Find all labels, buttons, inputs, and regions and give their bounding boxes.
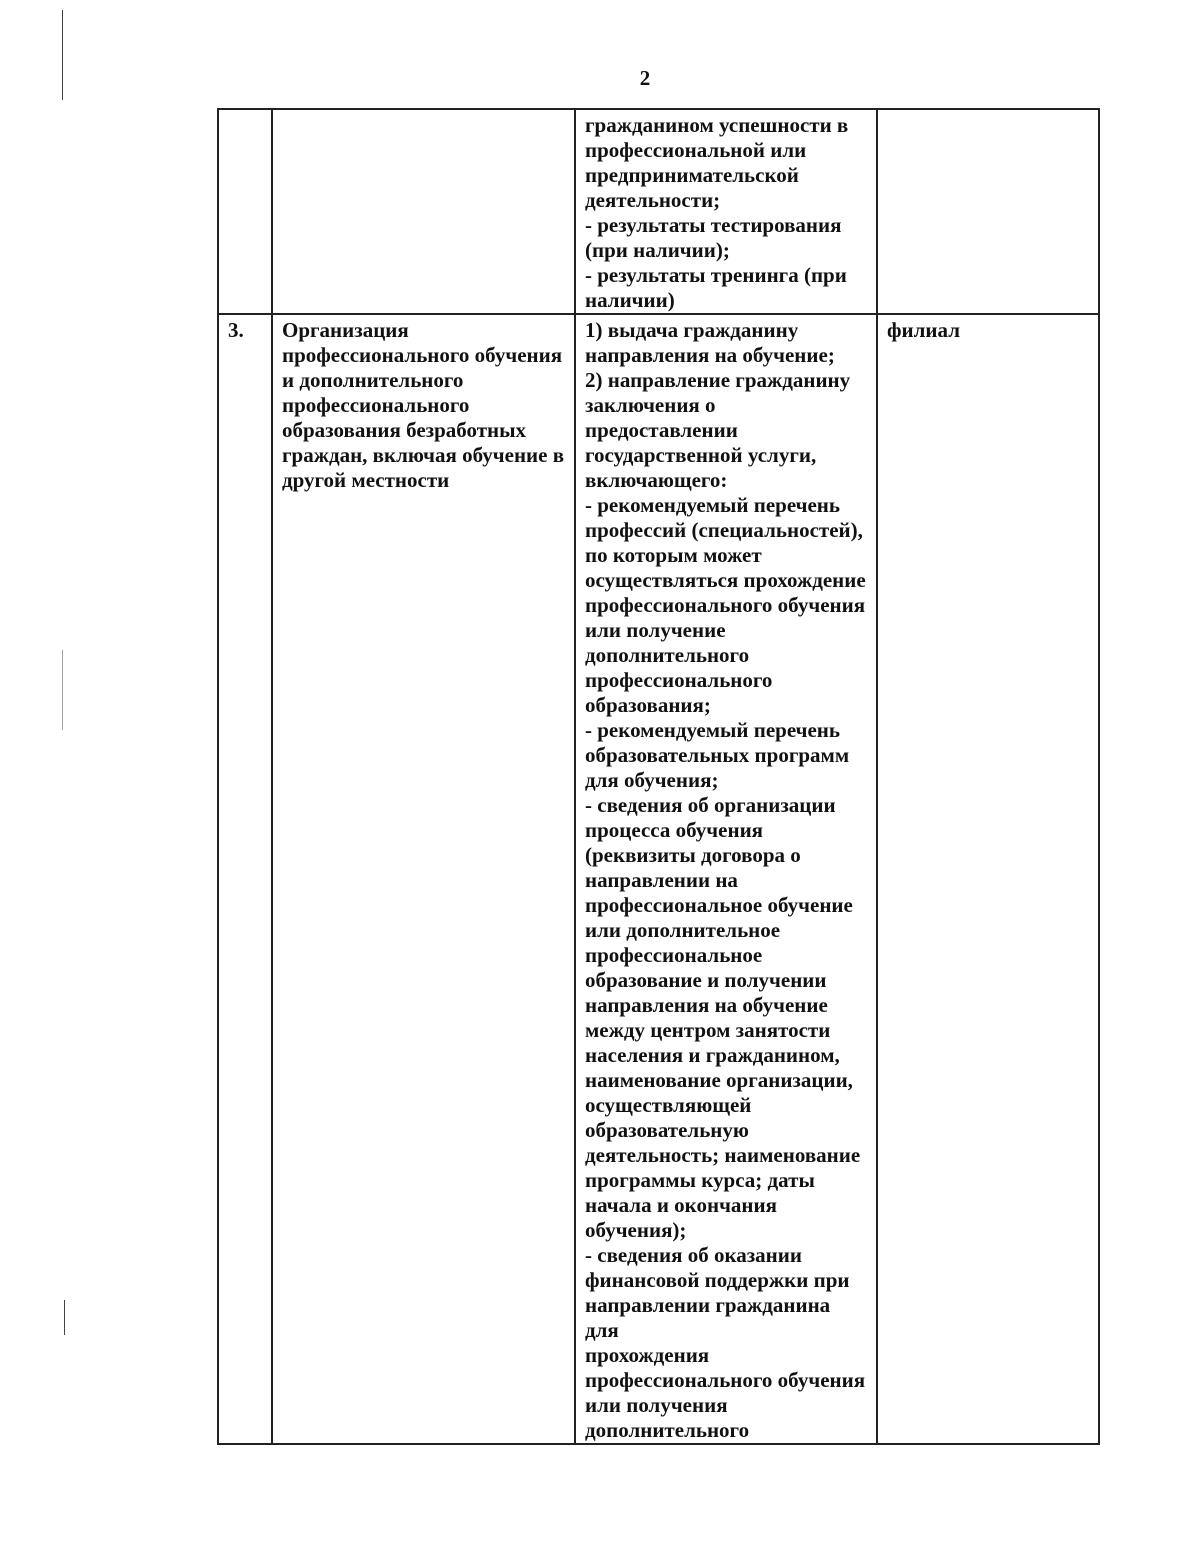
services-table: [217, 108, 1100, 1445]
executor-cell: [877, 314, 1099, 1444]
result-text: 1) выдача гражданину направления на обучение; 2) направление гражданину заключения о предоставлении государственной услуги, включающего: - рекомендуемый перечень профессий (специальностей), по которым может осуществляться прохождение профессионального обучения или получение дополнительного профессионального образования; - рекомендуемый перечень образовательных программ для обучения; - сведения об организации процесса обучения (реквизиты договора о направлении на профессиональное обучение или дополнительное профессиональное образование и получении направления на обучение между центром занятости населения и гражданином, наименование организации, осуществляющей образовательную деятельность; наименование программы курса; даты начала и окончания обучения); - сведения об оказании финансовой поддержки при направлении гражданина для прохождения профессионального обучения или получения дополнительного: [585, 318, 866, 1442]
row-number-cell: [218, 314, 272, 1444]
scan-artifact: [62, 650, 63, 730]
table-row: [218, 109, 1099, 314]
result-text: гражданином успешности в профессиональной или предпринимательской деятельности; - результаты тестирования (при наличии); - результаты тренинга (при наличии): [585, 113, 849, 312]
row-number: 3.: [228, 318, 244, 342]
executor-text: филиал: [887, 318, 960, 342]
result-cell: [575, 109, 877, 314]
result-cell: [575, 314, 877, 1444]
service-name-cell: [272, 109, 575, 314]
service-name-cell: [272, 314, 575, 1444]
executor-cell: [877, 109, 1099, 314]
scan-artifact: [64, 1300, 65, 1335]
row-number-cell: [218, 109, 272, 314]
scan-artifact: [62, 10, 63, 100]
page-number: 2: [639, 66, 651, 90]
service-name: Организация профессионального обучения и дополнительного профессионального образования безработных граждан, включая обучение в другой местности: [282, 318, 565, 492]
table-row: [218, 314, 1099, 1444]
